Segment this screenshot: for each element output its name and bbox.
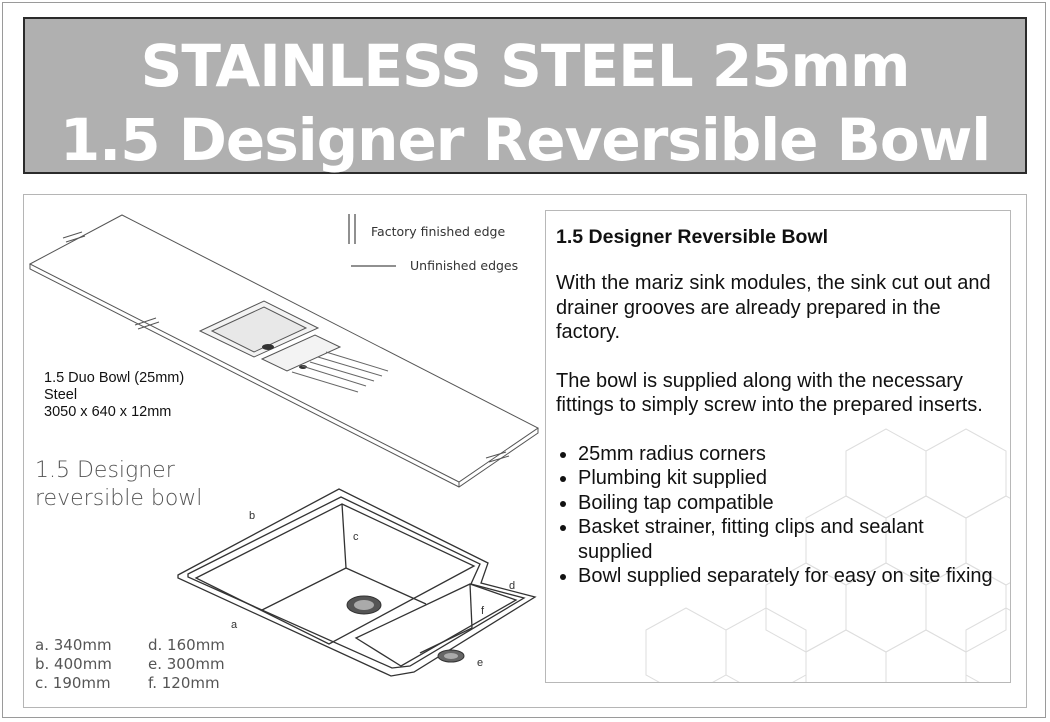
dimension-b: b. 400mm	[35, 655, 112, 673]
spec-size: 3050 x 640 x 12mm	[44, 404, 172, 420]
dimension-label-e: e	[477, 657, 484, 669]
bowl-outline	[178, 489, 535, 676]
feature-item: • 25mm radius corners	[578, 442, 1000, 467]
legend-unfinished-edges: Unfinished edges	[410, 258, 519, 273]
feature-item: • Plumbing kit supplied	[578, 466, 1000, 491]
description-paragraph-2: The bowl is supplied along with the necessary fittings to simply screw into the prepared inserts.	[556, 369, 983, 416]
description-paragraph-1: With the mariz sink modules, the sink cut out and drainer grooves are already prepared in the factory.	[556, 272, 991, 343]
dimension-a: a. 340mm	[35, 636, 112, 654]
dimension-c: c. 190mm	[35, 674, 111, 692]
dimension-label-b: b	[249, 510, 256, 522]
description-heading: 1.5 Designer Reversible Bowl	[556, 226, 829, 248]
dimension-e: e. 300mm	[148, 655, 225, 673]
dimension-f: f. 120mm	[148, 674, 220, 692]
bowl-title-line2: reversible bowl	[35, 486, 203, 511]
banner-title-line1: STAINLESS STEEL 25mm	[140, 32, 910, 100]
feature-item: • Basket strainer, fitting clips and sealant supplied	[578, 515, 1000, 564]
legend-factory-edge: Factory finished edge	[371, 224, 506, 239]
dimension-label-a: a	[231, 619, 238, 631]
product-spec	[44, 370, 184, 421]
feature-list	[556, 442, 1000, 589]
dimension-label-f: f	[481, 605, 485, 617]
description-box	[545, 210, 1011, 683]
spec-name: 1.5 Duo Bowl (25mm)	[44, 370, 185, 386]
spec-material: Steel	[44, 387, 78, 403]
dimension-label-d: d	[509, 580, 516, 592]
description-text	[556, 225, 1000, 589]
bowl-title	[35, 457, 202, 513]
dimensions-column-2	[148, 636, 225, 693]
bowl-title-line1: 1.5 Designer	[35, 458, 175, 483]
dimension-d: d. 160mm	[148, 636, 225, 654]
feature-item: • Bowl supplied separately for easy on site fixing	[578, 564, 1000, 589]
dimensions-column-1	[35, 636, 112, 693]
dimension-label-c: c	[353, 531, 359, 543]
factory-edge-symbol	[349, 214, 355, 244]
banner-title-line2: 1.5 Designer Reversible Bowl	[59, 106, 991, 174]
feature-item: • Boiling tap compatible	[578, 491, 1000, 516]
